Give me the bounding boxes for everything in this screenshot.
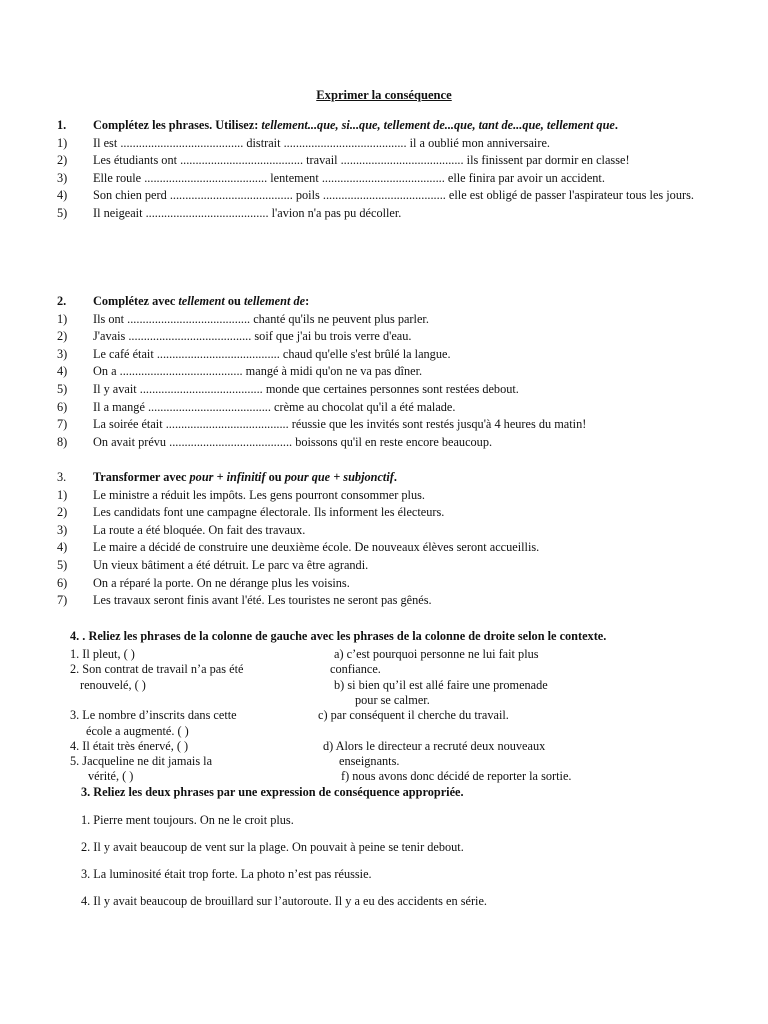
item-text: Le maire a décidé de construire une deuxième école. De nouveaux élèves seront accueillis.: [93, 540, 540, 555]
item-number: 1): [57, 487, 68, 502]
exercise-item: 2. Il y avait beaucoup de vent sur la plage. On pouvait à peine se tenir debout.: [81, 840, 464, 854]
item-number: 3): [57, 346, 68, 361]
right-item-f: f) nous avons donc décidé de reporter la sortie.: [341, 769, 572, 783]
section-1-number: 1.: [57, 118, 67, 132]
section-3-heading: [57, 469, 695, 487]
left-item-1: 1. Il pleut, ( ): [70, 647, 135, 661]
section-3-heading-word1: pour + infinitif: [189, 470, 266, 484]
left-item-2-line-2: renouvelé, ( ): [80, 678, 146, 692]
right-item-d-line-1: d) Alors le directeur a recruté deux nouveaux: [323, 739, 546, 753]
exercise-item: [57, 592, 695, 610]
right-item-b-line-2: pour se calmer.: [355, 693, 430, 707]
item-text: Un vieux bâtiment a été détruit. Le parc va être agrandi.: [93, 557, 369, 572]
item-text: Elle roule ........................................ lentement ........................................ elle finira par avoir un accident.: [93, 170, 605, 185]
item-number: 3): [57, 170, 68, 185]
section-3-heading-mid: ou: [265, 470, 285, 484]
item-text: On a ........................................ mangé à midi qu'on ne va pas dîner.: [93, 364, 423, 379]
item-number: 2): [57, 153, 68, 168]
section-5-heading: 3. Reliez les deux phrases par une expression de conséquence appropriée.: [81, 785, 464, 799]
section-1-heading: [57, 117, 695, 135]
section-3: [57, 469, 695, 610]
item-text: Le café était ........................................ chaud qu'elle s'est brûlé la langue.: [93, 346, 451, 361]
item-text: Le ministre a réduit les impôts. Les gens pourront consommer plus.: [93, 487, 425, 502]
item-number: 5): [57, 557, 68, 572]
section-1-heading-prefix: Complétez les phrases. Utilisez:: [93, 118, 262, 132]
section-2: [57, 293, 695, 451]
page-title: Exprimer la conséquence: [316, 88, 452, 102]
exercise-item: [57, 504, 695, 522]
exercise-item: [57, 135, 695, 153]
exercise-item: [57, 575, 695, 593]
section-2-heading-mid: ou: [224, 294, 244, 308]
item-number: 2): [57, 505, 68, 520]
section-2-heading-word1: tellement: [178, 294, 225, 308]
item-number: 8): [57, 434, 68, 449]
item-text: Il neigeait ........................................ l'avion n'a pas pu décoller.: [93, 205, 402, 220]
item-text: Il a mangé ........................................ crème au chocolat qu'il a été malade.: [93, 399, 456, 414]
item-number: 4): [57, 364, 68, 379]
exercise-item: [57, 205, 695, 223]
left-item-4: 4. Il était très énervé, ( ): [70, 739, 189, 753]
left-item-2-line-1: 2. Son contrat de travail n’a pas été: [70, 662, 244, 676]
item-number: 7): [57, 417, 68, 432]
section-2-heading: [57, 293, 695, 311]
section-2-items: [57, 311, 695, 452]
item-number: 4): [57, 540, 68, 555]
exercise-item: [57, 399, 695, 417]
exercise-item: [57, 539, 695, 557]
item-number: 4): [57, 188, 68, 203]
item-text: Les candidats font une campagne électorale. Ils informent les électeurs.: [93, 505, 445, 520]
section-1-items: [57, 135, 695, 223]
item-text: La route a été bloquée. On fait des travaux.: [93, 522, 306, 537]
item-text: On a réparé la porte. On ne dérange plus les voisins.: [93, 575, 350, 590]
right-item-d-line-2: enseignants.: [339, 754, 400, 768]
section-3-items: [57, 487, 695, 610]
section-2-heading-end: :: [305, 294, 310, 308]
exercise-item: [57, 416, 695, 434]
exercise-item: 1. Pierre ment toujours. On ne le croit plus.: [81, 813, 294, 827]
exercise-item: [57, 170, 695, 188]
section-1-heading-end: .: [614, 118, 618, 132]
exercise-item: [57, 487, 695, 505]
item-number: 1): [57, 311, 68, 326]
exercise-item: [57, 363, 695, 381]
item-number: 6): [57, 575, 68, 590]
item-number: 5): [57, 381, 68, 396]
section-2-heading-word2: tellement de: [243, 294, 306, 308]
exercise-item: [57, 557, 695, 575]
section-4-heading: 4. . Reliez les phrases de la colonne de gauche avec les phrases de la colonne de droite selon le contexte.: [70, 629, 607, 643]
exercise-item: [57, 152, 695, 170]
item-text: Ils ont ........................................ chanté qu'ils ne peuvent plus parler.: [93, 311, 429, 326]
right-item-b-line-1: b) si bien qu’il est allé faire une promenade: [334, 678, 548, 692]
exercise-item: [57, 187, 695, 205]
item-text: J'avais ........................................ soif que j'ai bu trois verre d'eau.: [93, 329, 412, 344]
item-number: 7): [57, 593, 68, 608]
section-3-heading-end: .: [393, 470, 397, 484]
section-2-number: 2.: [57, 294, 67, 308]
section-3-heading-prefix: Transformer avec: [93, 470, 190, 484]
item-number: 2): [57, 329, 68, 344]
left-item-5-line-1: 5. Jacqueline ne dit jamais la: [70, 754, 213, 768]
left-item-3-line-1: 3. Le nombre d’inscrits dans cette: [70, 708, 237, 722]
exercise-item: 3. La luminosité était trop forte. La photo n’est pas réussie.: [81, 867, 372, 881]
item-number: 1): [57, 135, 68, 150]
item-text: Il y avait ........................................ monde que certaines personnes sont restées debout.: [93, 381, 519, 396]
section-3-number: 3.: [57, 470, 67, 484]
item-number: 3): [57, 522, 68, 537]
item-number: 5): [57, 205, 68, 220]
section-1-heading-list: tellement...que, si...que, tellement de...que, tant de...que, tellement que: [261, 118, 615, 132]
exercise-item: [57, 328, 695, 346]
right-item-a-line-2: confiance.: [330, 662, 381, 676]
item-text: Les étudiants ont ........................................ travail ........................................ ils finissent par dormir en classe!: [93, 153, 630, 168]
item-text: Il est ........................................ distrait ........................................ il a oublié mon anniversaire.: [93, 135, 550, 150]
right-item-a-line-1: a) c’est pourquoi personne ne lui fait plus: [334, 647, 539, 661]
exercise-item: [57, 346, 695, 364]
exercise-item: [57, 381, 695, 399]
exercise-item: 4. Il y avait beaucoup de brouillard sur l’autoroute. Il y a eu des accidents en série.: [81, 894, 487, 908]
left-item-3-line-2: école a augmenté. ( ): [86, 724, 189, 738]
item-text: On avait prévu ........................................ boissons qu'il en reste encore beaucoup.: [93, 434, 493, 449]
section-3-heading-word2: pour que + subjonctif: [284, 470, 394, 484]
left-item-5-line-2: vérité, ( ): [88, 769, 134, 783]
item-number: 6): [57, 399, 68, 414]
section-2-heading-prefix: Complétez avec: [93, 294, 179, 308]
item-text: Son chien perd ........................................ poils ........................................ elle est obligé de passer l'aspirateur tous les jours.: [93, 188, 694, 203]
exercise-item: [57, 311, 695, 329]
section-1: [57, 117, 695, 223]
exercise-item: [57, 522, 695, 540]
item-text: La soirée était ........................................ réussie que les invités sont restés jusqu'à 4 heures du matin!: [93, 417, 587, 432]
item-text: Les travaux seront finis avant l'été. Les touristes ne seront pas gênés.: [93, 593, 432, 608]
right-item-c: c) par conséquent il cherche du travail.: [318, 708, 509, 722]
exercise-item: [57, 434, 695, 452]
